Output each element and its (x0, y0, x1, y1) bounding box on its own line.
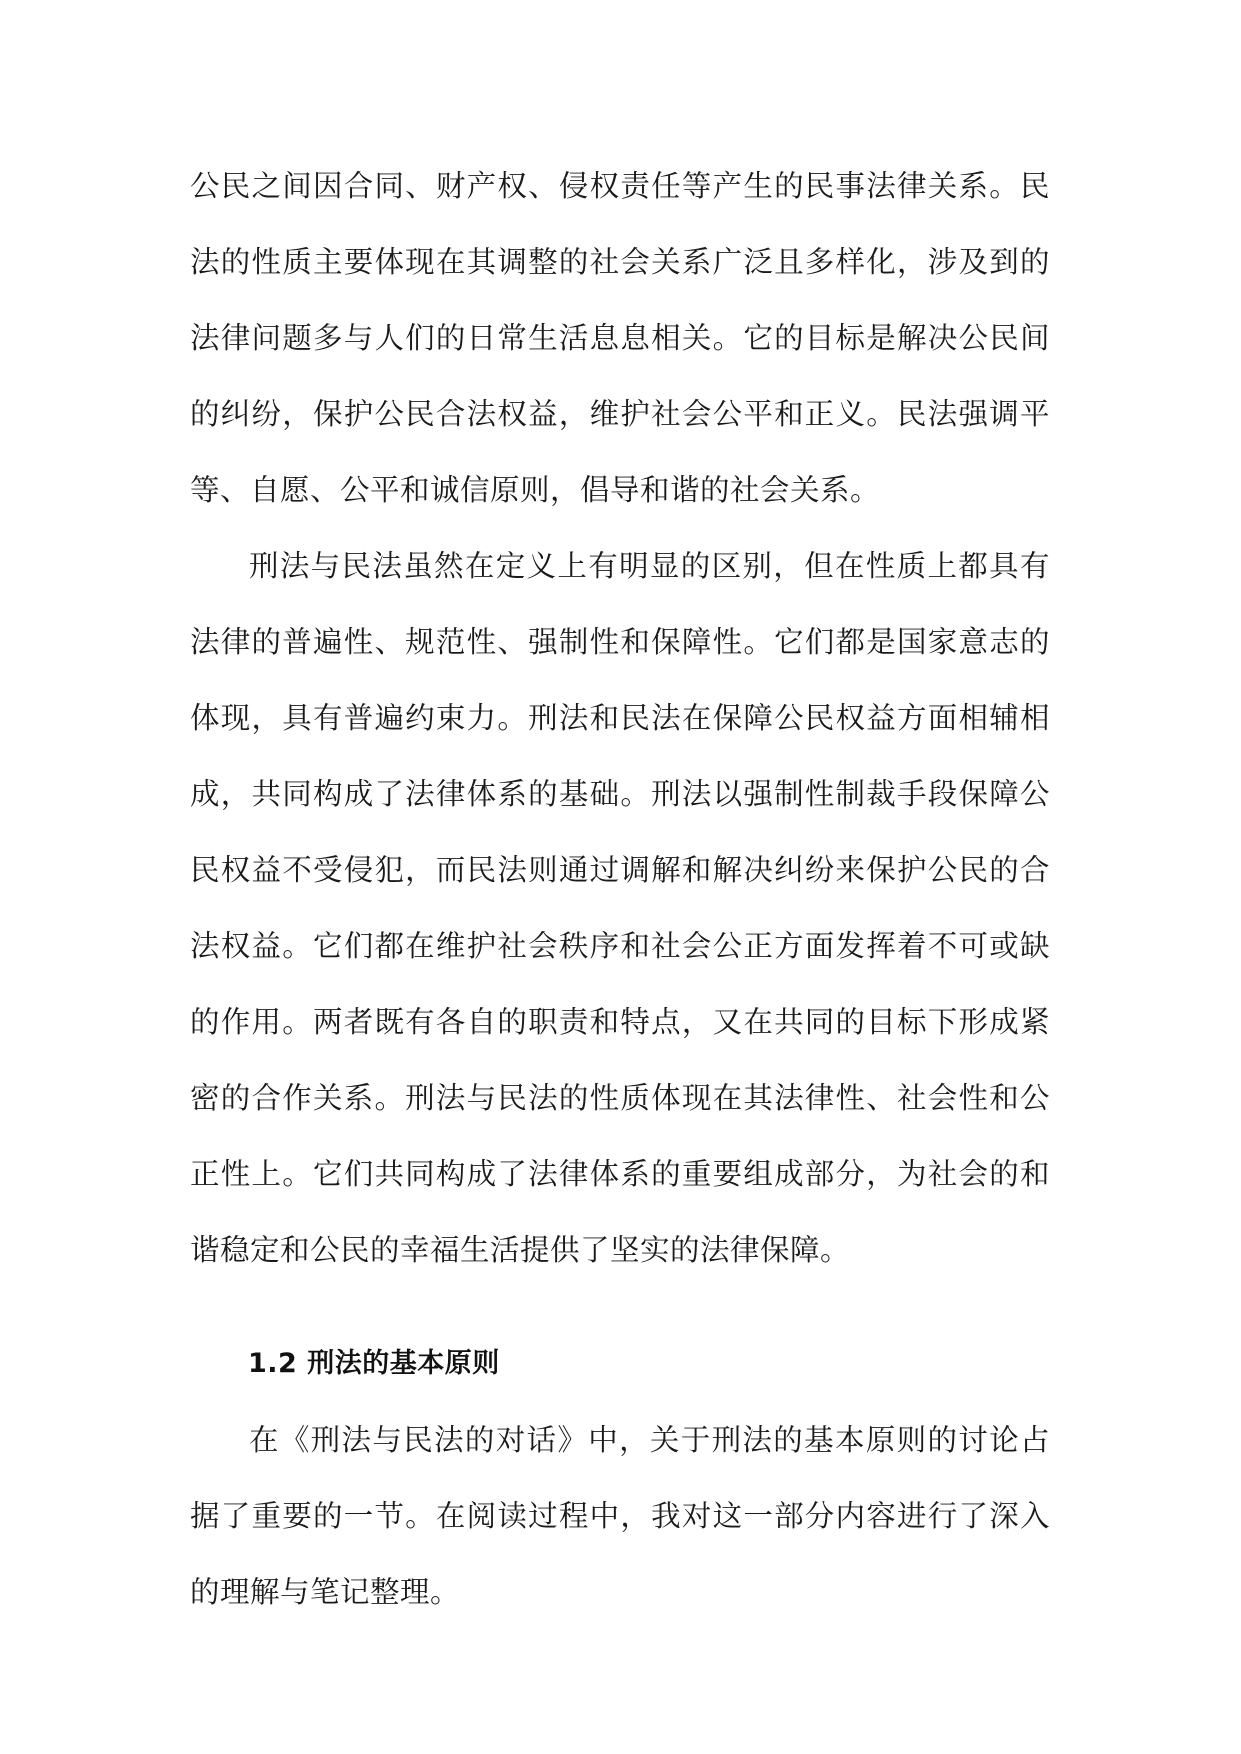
section-heading: 1.2 刑法的基本原则 (248, 1348, 500, 1379)
document-body (190, 148, 1050, 1630)
paragraph-basic-principles-intro: 在《刑法与民法的对话》中，关于刑法的基本原则的讨论占据了重要的一节。在阅读过程中，我对这一部分内容进行了深入的理解与笔记整理。 (190, 1423, 1050, 1609)
paragraph-civil-law-nature: 公民之间因合同、财产权、侵权责任等产生的民事法律关系。民法的性质主要体现在其调整的社会关系广泛且多样化，涉及到的法律问题多与人们的日常生活息息相关。它的目标是解决公民间的纠纷，保护公民合法权益，维护社会公平和正义。民法强调平等、自愿、公平和诚信原则，倡导和谐的社会关系。 (190, 169, 1050, 507)
paragraph-criminal-civil-comparison: 刑法与民法虽然在定义上有明显的区别，但在性质上都具有法律的普遍性、规范性、强制性和保障性。它们都是国家意志的体现，具有普遍约束力。刑法和民法在保障公民权益方面相辅相成，共同构成了法律体系的基础。刑法以强制性制裁手段保障公民权益不受侵犯，而民法则通过调解和解决纠纷来保护公民的合法权益。它们都在维护社会秩序和社会公正方面发挥着不可或缺的作用。两者既有各自的职责和特点，又在共同的目标下形成紧密的合作关系。刑法与民法的性质体现在其法律性、社会性和公正性上。它们共同构成了法律体系的重要组成部分，为社会的和谐稳定和公民的幸福生活提供了坚实的法律保障。 (190, 549, 1050, 1267)
